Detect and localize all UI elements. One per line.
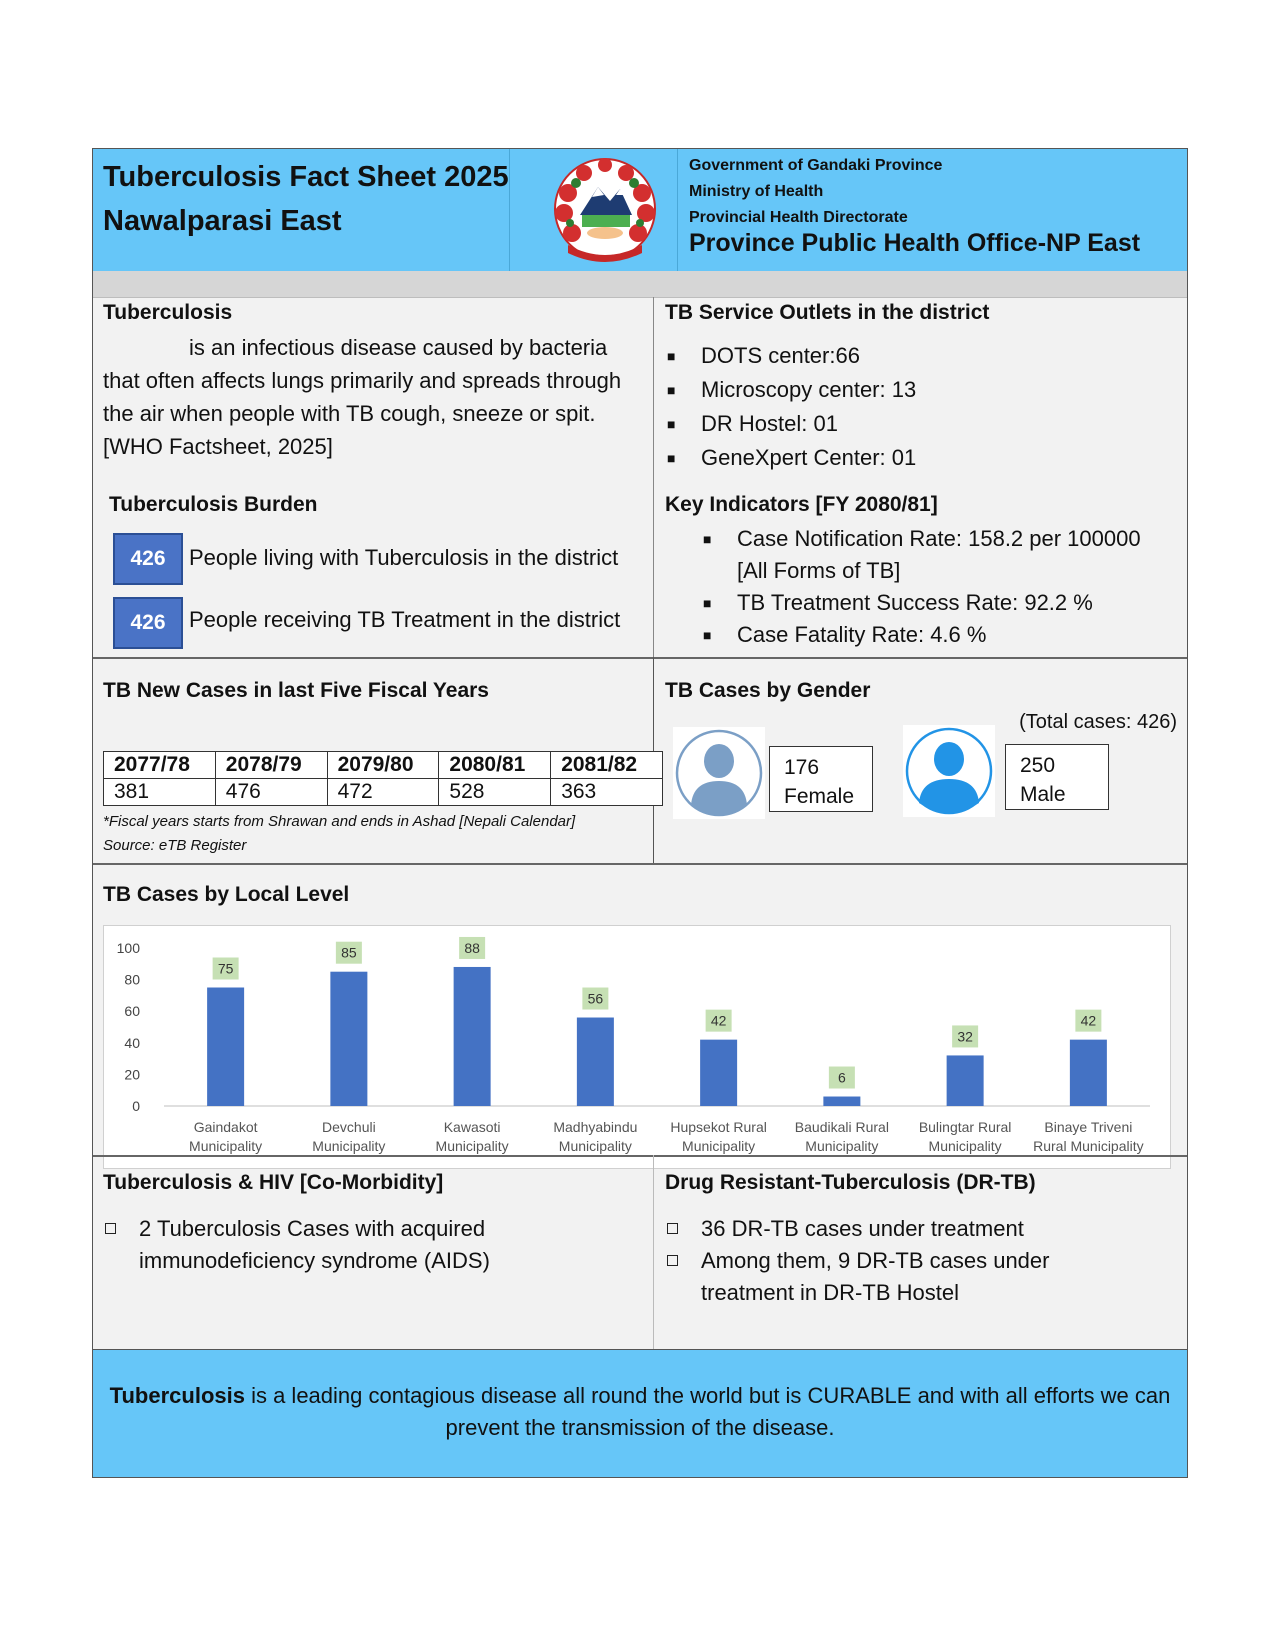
treatment-label: People receiving TB Treatment in the district xyxy=(189,607,621,632)
total-cases: (Total cases: 426) xyxy=(1019,711,1177,733)
treatment-count-badge: 426 xyxy=(113,597,183,649)
checkbox-icon xyxy=(667,1223,678,1234)
x-tick-label: Municipality xyxy=(682,1138,756,1154)
burden-title: Tuberculosis Burden xyxy=(109,493,318,516)
bar-chart xyxy=(104,926,1170,1168)
bar xyxy=(700,1040,737,1106)
y-tick-label: 40 xyxy=(124,1034,140,1051)
bullet-icon: ■ xyxy=(667,416,676,432)
gov-line-3: Provincial Health Directorate xyxy=(689,209,908,226)
list-item: ■ GeneXpert Center: 01 xyxy=(665,441,916,475)
case-count: 472 xyxy=(327,779,439,806)
x-tick-label: Hupsekot Rural xyxy=(670,1119,767,1135)
table-row xyxy=(104,779,663,806)
data-label: 88 xyxy=(464,939,480,956)
x-tick-label: Bulingtar Rural xyxy=(918,1119,1012,1135)
column-divider xyxy=(653,297,654,657)
hiv-title: Tuberculosis & HIV [Co-Morbidity] xyxy=(103,1171,444,1194)
data-label: 42 xyxy=(710,1012,727,1029)
male-count-box xyxy=(1005,744,1109,810)
outlets-title: TB Service Outlets in the district xyxy=(665,301,990,324)
footer-bold: Tuberculosis xyxy=(109,1383,245,1408)
section-divider xyxy=(93,1155,1187,1157)
new-cases-title: TB New Cases in last Five Fiscal Years xyxy=(103,679,489,702)
data-label: 85 xyxy=(341,944,357,961)
footer-text: is a leading contagious disease all round the world but is CURABLE and with all efforts we can prevent the transmission of the disease. xyxy=(244,1383,1171,1440)
case-count: 381 xyxy=(104,779,216,806)
y-tick-label: 100 xyxy=(116,940,140,956)
column-divider xyxy=(653,1155,654,1349)
case-count: 528 xyxy=(439,779,551,806)
list-item: ■ Case Fatality Rate: 4.6 % xyxy=(701,619,1141,651)
y-tick-label: 0 xyxy=(132,1098,140,1114)
list-item: ■ Case Notification Rate: 158.2 per 100000 [All Forms of TB] xyxy=(701,523,1141,587)
data-label: 56 xyxy=(587,990,604,1007)
list-item: ■ DOTS center:66 xyxy=(665,339,916,373)
x-tick-label: Baudikali Rural xyxy=(794,1119,889,1135)
fact-sheet xyxy=(92,148,1188,1478)
list-item: 36 DR-TB cases under treatment xyxy=(665,1213,1145,1245)
x-tick-label: Kawasoti xyxy=(443,1119,501,1135)
bullet-icon: ■ xyxy=(703,595,712,611)
gov-line-2: Ministry of Health xyxy=(689,183,824,200)
y-tick-label: 60 xyxy=(124,1003,140,1020)
bullet-icon: ■ xyxy=(703,531,712,547)
chart-title: TB Cases by Local Level xyxy=(103,883,350,906)
list-item: ■ TB Treatment Success Rate: 92.2 % xyxy=(701,587,1141,619)
male-label: Male xyxy=(1020,783,1066,806)
case-count: 476 xyxy=(215,779,327,806)
checkbox-icon xyxy=(667,1255,678,1266)
gender-title: TB Cases by Gender xyxy=(665,679,871,702)
intro-title: Tuberculosis xyxy=(103,301,233,324)
x-tick-label: Municipality xyxy=(928,1138,1002,1154)
drtb-title: Drug Resistant-Tuberculosis (DR-TB) xyxy=(665,1171,1036,1194)
title-line-2: Nawalparasi East xyxy=(103,205,342,237)
drtb-list xyxy=(665,1213,1145,1309)
table-header-row xyxy=(104,752,663,779)
section-divider xyxy=(93,657,1187,659)
female-label: Female xyxy=(784,785,855,808)
data-label: 42 xyxy=(1080,1012,1097,1029)
male-avatar-icon xyxy=(903,725,995,817)
intro-text: is an infectious disease caused by bacteria that often affects lungs primarily and spreads through the air when people with TB cough, sneeze or spit. [WHO Factsheet, 2025] xyxy=(103,335,622,459)
bar xyxy=(947,1055,984,1106)
female-count-box xyxy=(769,746,873,812)
female-avatar-icon xyxy=(673,727,765,819)
header-divider xyxy=(509,149,510,271)
bar xyxy=(823,1097,860,1106)
footer-message xyxy=(93,1349,1187,1477)
x-tick-label: Madhyabindu xyxy=(553,1119,638,1135)
year-header: 2079/80 xyxy=(327,752,439,779)
data-label: 75 xyxy=(217,960,234,977)
data-label: 6 xyxy=(837,1069,846,1086)
government-lines xyxy=(689,153,942,231)
indicators-list xyxy=(701,523,1141,651)
year-header: 2080/81 xyxy=(439,752,551,779)
x-tick-label: Municipality xyxy=(558,1138,632,1154)
year-header: 2081/82 xyxy=(551,752,663,779)
x-tick-label: Municipality xyxy=(312,1138,386,1154)
bullet-icon: ■ xyxy=(667,382,676,398)
list-item: ■ DR Hostel: 01 xyxy=(665,407,916,441)
checkbox-icon xyxy=(105,1223,116,1234)
living-count-badge: 426 xyxy=(113,533,183,585)
hiv-list xyxy=(103,1213,623,1277)
header-divider xyxy=(677,149,678,271)
separator-band xyxy=(93,271,1187,298)
x-tick-label: Binaye Triveni xyxy=(1044,1119,1133,1135)
case-count: 363 xyxy=(551,779,663,806)
x-tick-label: Municipality xyxy=(189,1138,263,1154)
year-header: 2078/79 xyxy=(215,752,327,779)
x-tick-label: Gaindakot xyxy=(193,1119,258,1135)
outlets-list xyxy=(665,339,916,475)
male-count: 250 xyxy=(1020,754,1056,777)
bullet-icon: ■ xyxy=(667,348,676,364)
x-tick-label: Municipality xyxy=(435,1138,509,1154)
bar xyxy=(1070,1040,1107,1106)
new-cases-table xyxy=(103,751,663,806)
data-label: 32 xyxy=(957,1028,973,1045)
local-level-chart xyxy=(103,925,1171,1169)
title-line-1: Tuberculosis Fact Sheet 2025 xyxy=(103,161,509,193)
nepal-emblem-icon xyxy=(548,153,662,265)
bar xyxy=(207,988,244,1107)
bullet-icon: ■ xyxy=(667,450,676,466)
living-label: People living with Tuberculosis in the district xyxy=(189,545,619,570)
indicators-title: Key Indicators [FY 2080/81] xyxy=(665,493,938,516)
gov-line-1: Government of Gandaki Province xyxy=(689,157,943,174)
x-tick-label: Municipality xyxy=(805,1138,879,1154)
y-tick-label: 80 xyxy=(124,971,140,988)
list-item: ■ Microscopy center: 13 xyxy=(665,373,916,407)
female-count: 176 xyxy=(784,756,820,779)
x-tick-label: Devchuli xyxy=(322,1119,376,1135)
x-tick-label: Rural Municipality xyxy=(1033,1138,1144,1154)
bar xyxy=(330,972,367,1106)
header xyxy=(93,149,1187,272)
bar xyxy=(577,1018,614,1106)
fiscal-year-note: *Fiscal years starts from Shrawan and ends in Ashad [Nepali Calendar] xyxy=(103,813,576,830)
bar xyxy=(454,967,491,1106)
y-tick-label: 20 xyxy=(124,1066,140,1083)
list-item: Among them, 9 DR-TB cases under treatment in DR-TB Hostel xyxy=(665,1245,1145,1309)
section-divider xyxy=(93,863,1187,865)
year-header: 2077/78 xyxy=(104,752,216,779)
bullet-icon: ■ xyxy=(703,627,712,643)
source-note: Source: eTB Register xyxy=(103,837,247,854)
office-name: Province Public Health Office-NP East xyxy=(689,229,1141,257)
list-item: 2 Tuberculosis Cases with acquired immunodeficiency syndrome (AIDS) xyxy=(103,1213,623,1277)
page-title xyxy=(103,155,509,243)
